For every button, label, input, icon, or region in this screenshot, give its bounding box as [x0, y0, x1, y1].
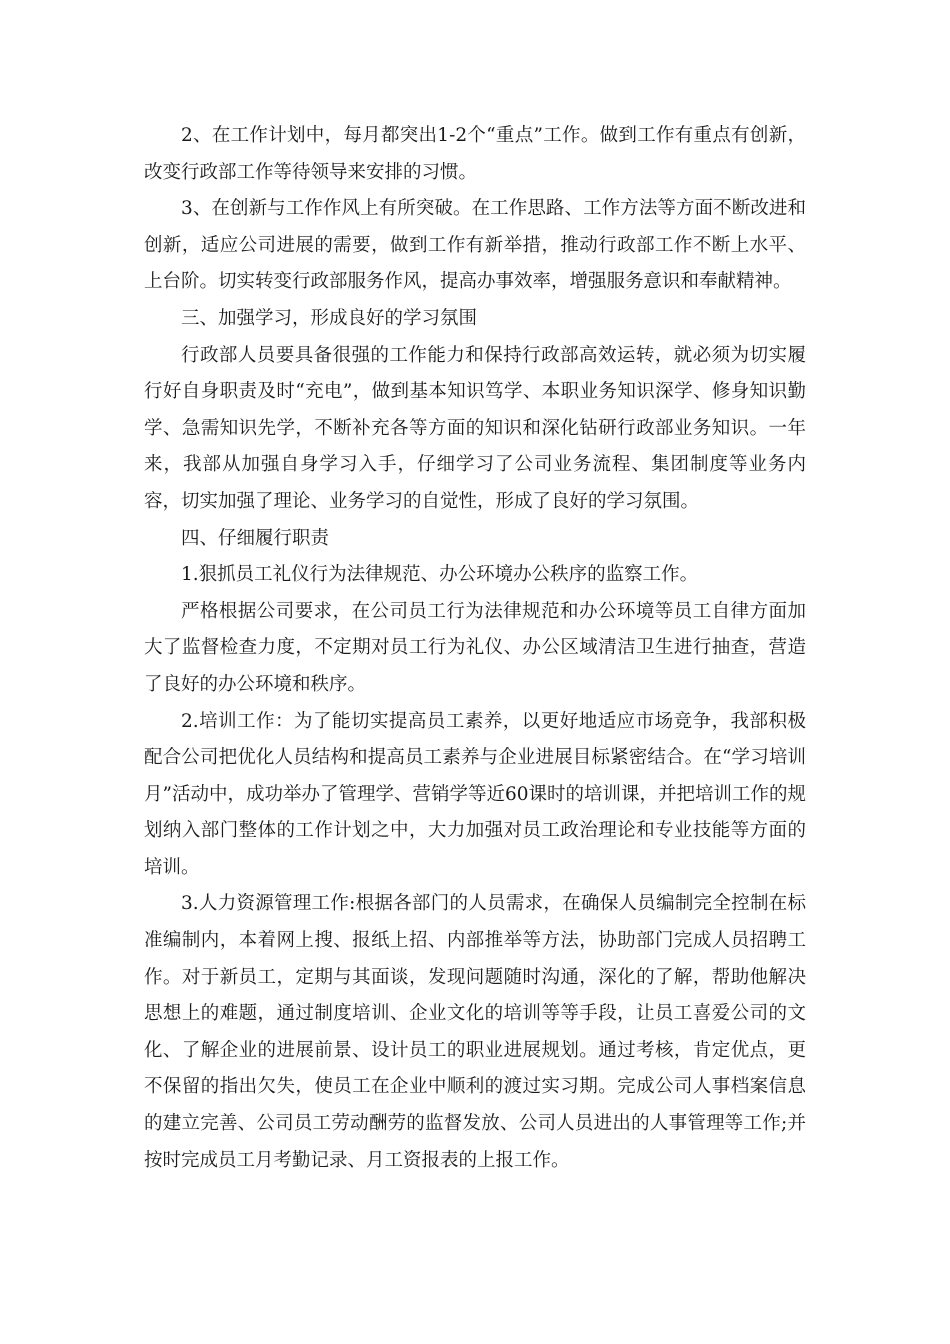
paragraph-duty-1-title: 1.狠抓员工礼仪行为法律规范、办公环境办公秩序的监察工作。 — [181, 564, 699, 586]
paragraph-learning: 行政部人员要具备很强的工作能力和保持行政部高效运转，就必须为切实履行好自身职责及时“充电”，做到基本知识笃学、本职业务知识深学、修身知识勤学、急需知识先学，不断补充各等方面的知识和深化钻研行政部业务知识。一年来，我部从加强自身学习入手，仔细学习了公司业务流程、集团制度等业务内容，切实加强了理论、业务学习的自觉性，形成了良好的学习氛围。 — [144, 344, 806, 512]
paragraph-training: 2.培训工作：为了能切实提高员工素养，以更好地适应市场竞争，我部积极配合公司把优化人员结构和提高员工素养与企业进展目标紧密结合。在“学习培训月”活动中，成功举办了管理学、营销学等近60课时的培训课，并把培训工作的规划纳入部门整体的工作计划之中，大力加强对员工政治理论和专业技能等方面的培训。 — [144, 710, 807, 878]
paragraph-focus-work: 2、在工作计划中，每月都突出1-2个“重点”工作。做到工作有重点有创新，改变行政部工作等待领导来安排的习惯。 — [144, 125, 806, 183]
paragraph-innovation: 3、在创新与工作作风上有所突破。在工作思路、工作方法等方面不断改进和创新，适应公司进展的需要，做到工作有新举措，推动行政部工作不断上水平、上台阶。切实转变行政部服务作风，提高办事效率，增强服务意识和奉献精神。 — [144, 198, 806, 293]
section-heading-duties: 四、仔细履行职责 — [181, 527, 330, 549]
section-heading-learning: 三、加强学习，形成良好的学习氛围 — [181, 307, 478, 329]
paragraph-duty-1-body: 严格根据公司要求，在公司员工行为法律规范和办公环境等员工自律方面加大了监督检查力度，不定期对员工行为礼仪、办公区域清洁卫生进行抽查，营造了良好的办公环境和秩序。 — [144, 600, 806, 695]
document-body — [144, 118, 806, 1179]
paragraph-hr-management: 3.人力资源管理工作:根据各部门的人员需求，在确保人员编制完全控制在标准编制内，本着网上搜、报纸上招、内部推举等方法，协助部门完成人员招聘工作。对于新员工，定期与其面谈，发现问题随时沟通，深化的了解，帮助他解决思想上的难题，通过制度培训、企业文化的培训等等手段，让员工喜爱公司的文化、了解企业的进展前景、设计员工的职业进展规划。通过考核，肯定优点，更不保留的指出欠失，使员工在企业中顺利的渡过实习期。完成公司人事档案信息的建立完善、公司员工劳动酬劳的监督发放、公司人员进出的人事管理等工作;并按时完成员工月考勤记录、月工资报表的上报工作。 — [144, 893, 806, 1171]
